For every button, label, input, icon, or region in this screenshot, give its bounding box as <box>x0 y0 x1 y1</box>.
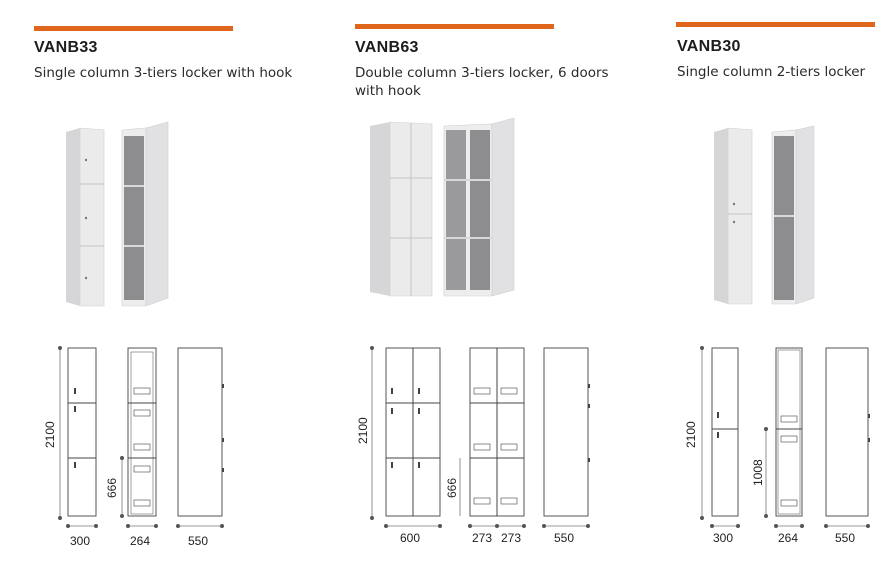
height-dim: 2100 <box>684 421 698 448</box>
product-code: VANB63 <box>355 39 419 56</box>
depth-dim: 550 <box>188 534 209 548</box>
door-dim: 264 <box>130 534 151 548</box>
depth-dim: 550 <box>554 531 575 545</box>
width-dim: 600 <box>400 531 421 545</box>
depth-dim: 550 <box>835 531 856 545</box>
door-dim-a: 273 <box>472 531 493 545</box>
product-description: Single column 2-tiers locker <box>677 64 866 80</box>
width-dim: 300 <box>713 531 734 545</box>
width-dim: 300 <box>70 534 91 548</box>
locker-photo <box>368 118 528 302</box>
product-code: VANB30 <box>677 38 741 55</box>
technical-drawing <box>358 340 598 554</box>
tier-dim: 666 <box>445 477 459 498</box>
accent-bar <box>355 24 554 29</box>
door-dim-b: 273 <box>501 531 522 545</box>
door-dim: 264 <box>778 531 799 545</box>
product-description: Double column 3-tiers locker, 6 doors with hook <box>355 65 609 99</box>
tier-dim: 666 <box>105 477 119 498</box>
technical-drawing <box>680 340 886 554</box>
height-dim: 2100 <box>356 417 370 444</box>
height-dim: 2100 <box>43 421 57 448</box>
product-description: Single column 3-tiers locker with hook <box>34 65 293 81</box>
tier-dim: 1008 <box>751 459 765 486</box>
accent-bar <box>676 22 875 27</box>
product-code: VANB33 <box>34 39 98 56</box>
locker-photo <box>710 122 830 308</box>
